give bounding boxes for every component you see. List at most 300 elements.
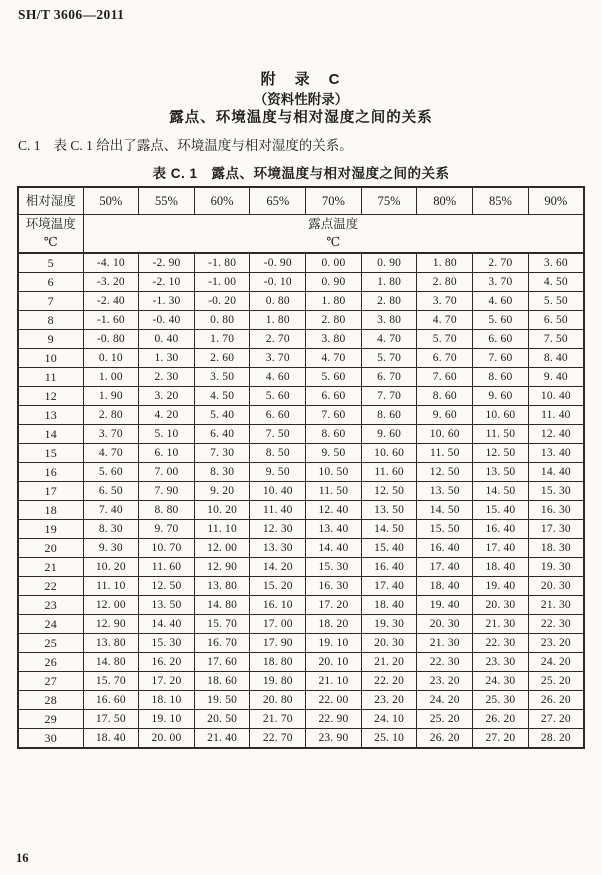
- ambient-temperature-cell: 20: [18, 539, 83, 558]
- dew-point-value-cell: 25. 20: [528, 672, 584, 691]
- dew-point-value-cell: 10. 70: [139, 539, 195, 558]
- dew-point-value-cell: 22. 00: [306, 691, 362, 710]
- dew-point-value-cell: 18. 10: [139, 691, 195, 710]
- dew-point-value-cell: 20. 30: [473, 596, 529, 615]
- dew-point-value-cell: 19. 50: [194, 691, 250, 710]
- dew-point-value-cell: 5. 40: [194, 406, 250, 425]
- span-header-row: [18, 215, 584, 254]
- table-caption: 表 C. 1 露点、环境温度与相对湿度之间的关系: [152, 166, 450, 181]
- table-row: [18, 406, 584, 425]
- dew-point-value-cell: -0. 90: [250, 253, 306, 273]
- dew-point-value-cell: 6. 70: [361, 368, 417, 387]
- dew-point-value-cell: 13. 50: [361, 501, 417, 520]
- ambient-temperature-cell: 18: [18, 501, 83, 520]
- dew-point-value-cell: 13. 40: [306, 520, 362, 539]
- dew-point-value-cell: 12. 40: [528, 425, 584, 444]
- dew-point-value-cell: 3. 20: [139, 387, 195, 406]
- dew-point-value-cell: 16. 60: [83, 691, 139, 710]
- dew-point-value-cell: 22. 30: [528, 615, 584, 634]
- dew-point-value-cell: 20. 80: [250, 691, 306, 710]
- dew-point-value-cell: 12. 50: [361, 482, 417, 501]
- appendix-subtitle: （资料性附录）: [253, 92, 349, 107]
- table-row: [18, 463, 584, 482]
- dew-point-value-cell: 15. 40: [473, 501, 529, 520]
- dew-point-value-cell: 12. 90: [194, 558, 250, 577]
- dew-point-value-cell: 9. 40: [528, 368, 584, 387]
- dew-point-value-cell: 9. 20: [194, 482, 250, 501]
- ambient-temperature-cell: 27: [18, 672, 83, 691]
- dew-point-value-cell: 15. 30: [528, 482, 584, 501]
- dew-point-value-cell: 24. 10: [361, 710, 417, 729]
- clause-text: 表 C. 1 给出了露点、环境温度与相对湿度的关系。: [53, 138, 353, 153]
- dew-point-value-cell: 4. 70: [361, 330, 417, 349]
- dew-point-value-cell: 19. 10: [139, 710, 195, 729]
- dew-point-value-cell: 17. 20: [139, 672, 195, 691]
- dew-point-value-cell: 8. 60: [417, 387, 473, 406]
- ambient-temperature-cell: 6: [18, 273, 83, 292]
- dew-point-value-cell: 2. 80: [306, 311, 362, 330]
- ambient-temperature-cell: 26: [18, 653, 83, 672]
- ambient-temperature-cell: 9: [18, 330, 83, 349]
- dew-point-value-cell: 16. 40: [417, 539, 473, 558]
- dew-point-value-cell: 20. 50: [194, 710, 250, 729]
- dew-point-value-cell: 7. 90: [139, 482, 195, 501]
- dew-point-value-cell: 17. 30: [528, 520, 584, 539]
- dew-point-value-cell: 27. 20: [528, 710, 584, 729]
- dew-point-value-cell: 3. 80: [361, 311, 417, 330]
- dew-point-value-cell: 7. 50: [250, 425, 306, 444]
- dew-point-value-cell: 9. 60: [361, 425, 417, 444]
- dew-point-value-cell: 15. 50: [417, 520, 473, 539]
- dew-point-value-cell: 17. 90: [250, 634, 306, 653]
- dew-point-value-cell: -2. 90: [139, 253, 195, 273]
- dew-point-value-cell: 14. 80: [194, 596, 250, 615]
- dew-point-value-cell: 3. 70: [250, 349, 306, 368]
- dew-point-value-cell: 5. 60: [250, 387, 306, 406]
- dew-point-value-cell: 11. 50: [417, 444, 473, 463]
- page-number: 16: [16, 851, 29, 865]
- dew-point-value-cell: 12. 90: [83, 615, 139, 634]
- dew-point-value-cell: 4. 70: [417, 311, 473, 330]
- dew-point-value-cell: 5. 60: [306, 368, 362, 387]
- dew-point-value-cell: 10. 60: [417, 425, 473, 444]
- ambient-temperature-cell: 30: [18, 729, 83, 749]
- dew-point-value-cell: 7. 30: [194, 444, 250, 463]
- dew-point-value-cell: 14. 50: [361, 520, 417, 539]
- table-row: [18, 596, 584, 615]
- dew-point-value-cell: 10. 40: [528, 387, 584, 406]
- dew-point-value-cell: 16. 30: [528, 501, 584, 520]
- dew-point-value-cell: 0. 80: [194, 311, 250, 330]
- dew-point-value-cell: 10. 60: [361, 444, 417, 463]
- dew-point-value-cell: 18. 40: [473, 558, 529, 577]
- dew-point-value-cell: 19. 40: [417, 596, 473, 615]
- dew-point-value-cell: 3. 60: [528, 253, 584, 273]
- dew-point-value-cell: 6. 10: [139, 444, 195, 463]
- dew-point-value-cell: 23. 30: [473, 653, 529, 672]
- dew-point-value-cell: 16. 40: [361, 558, 417, 577]
- dew-point-value-cell: 13. 80: [194, 577, 250, 596]
- span-header-line1: 露点温度: [308, 217, 359, 231]
- dew-point-value-cell: 4. 50: [528, 273, 584, 292]
- dew-point-value-cell: 13. 80: [83, 634, 139, 653]
- dew-point-value-cell: 5. 70: [361, 349, 417, 368]
- ambient-temperature-cell: 23: [18, 596, 83, 615]
- dew-point-value-cell: 2. 80: [83, 406, 139, 425]
- dew-point-value-cell: 12. 00: [194, 539, 250, 558]
- dew-point-value-cell: -1. 60: [83, 311, 139, 330]
- dew-point-value-cell: 20. 10: [306, 653, 362, 672]
- table-row: [18, 349, 584, 368]
- dew-point-value-cell: 21. 70: [250, 710, 306, 729]
- dew-point-value-cell: 17. 40: [473, 539, 529, 558]
- dew-point-value-cell: 4. 70: [83, 444, 139, 463]
- dew-point-value-cell: 7. 00: [139, 463, 195, 482]
- dew-point-value-cell: 13. 50: [139, 596, 195, 615]
- dew-point-value-cell: 26. 20: [528, 691, 584, 710]
- dew-point-value-cell: 18. 60: [194, 672, 250, 691]
- dew-point-value-cell: 17. 00: [250, 615, 306, 634]
- table-row: [18, 558, 584, 577]
- dew-point-value-cell: 3. 70: [417, 292, 473, 311]
- dew-point-value-cell: 2. 70: [473, 253, 529, 273]
- dew-point-value-cell: 15. 40: [361, 539, 417, 558]
- dew-point-value-cell: 21. 30: [417, 634, 473, 653]
- dew-point-value-cell: 10. 20: [194, 501, 250, 520]
- humidity-header: 65%: [250, 187, 306, 215]
- dew-point-value-cell: 14. 40: [306, 539, 362, 558]
- dew-point-value-cell: 12. 40: [306, 501, 362, 520]
- dew-point-value-cell: 1. 80: [250, 311, 306, 330]
- table-row: [18, 653, 584, 672]
- table-row: [18, 273, 584, 292]
- dew-point-value-cell: 10. 40: [250, 482, 306, 501]
- dew-point-value-cell: 21. 20: [361, 653, 417, 672]
- dew-point-value-cell: 0. 00: [306, 253, 362, 273]
- dew-point-value-cell: 16. 20: [139, 653, 195, 672]
- dew-point-value-cell: 14. 40: [139, 615, 195, 634]
- table-row: [18, 691, 584, 710]
- appendix-heading: 露点、环境温度与相对湿度之间的关系: [169, 110, 433, 126]
- dew-point-value-cell: 12. 30: [250, 520, 306, 539]
- dew-point-value-cell: 24. 20: [528, 653, 584, 672]
- dew-point-value-cell: 16. 70: [194, 634, 250, 653]
- dew-point-value-cell: 17. 60: [194, 653, 250, 672]
- dew-point-value-cell: 18. 40: [361, 596, 417, 615]
- dew-point-value-cell: 6. 50: [83, 482, 139, 501]
- dew-point-value-cell: 11. 60: [139, 558, 195, 577]
- dew-point-value-cell: -0. 10: [250, 273, 306, 292]
- dew-point-value-cell: 1. 80: [417, 253, 473, 273]
- dew-point-value-cell: 9. 60: [473, 387, 529, 406]
- dew-point-value-cell: 25. 20: [417, 710, 473, 729]
- dew-point-value-cell: 19. 40: [473, 577, 529, 596]
- ambient-temperature-cell: 5: [18, 253, 83, 273]
- dew-point-value-cell: 0. 80: [250, 292, 306, 311]
- table-row: [18, 634, 584, 653]
- dew-point-value-cell: 7. 50: [528, 330, 584, 349]
- dew-point-value-cell: -1. 00: [194, 273, 250, 292]
- ambient-temperature-cell: 24: [18, 615, 83, 634]
- dew-point-value-cell: 23. 90: [306, 729, 362, 749]
- dew-point-value-cell: -2. 10: [139, 273, 195, 292]
- dew-point-value-cell: 0. 90: [361, 253, 417, 273]
- dew-point-value-cell: 8. 40: [528, 349, 584, 368]
- table-row: [18, 672, 584, 691]
- dew-point-value-cell: 1. 80: [306, 292, 362, 311]
- ambient-temperature-cell: 14: [18, 425, 83, 444]
- dew-point-value-cell: 12. 50: [417, 463, 473, 482]
- appendix-title: 附 录 C: [260, 71, 342, 88]
- dew-point-value-cell: 10. 60: [473, 406, 529, 425]
- dew-point-value-cell: -0. 40: [139, 311, 195, 330]
- dew-point-value-cell: 26. 20: [473, 710, 529, 729]
- dew-point-value-cell: 15. 70: [194, 615, 250, 634]
- ambient-temperature-cell: 7: [18, 292, 83, 311]
- dew-point-value-cell: 6. 60: [306, 387, 362, 406]
- dew-point-value-cell: 27. 20: [473, 729, 529, 749]
- row-header-line1: 环境温度: [25, 217, 76, 231]
- dew-point-value-cell: 8. 50: [250, 444, 306, 463]
- dew-point-value-cell: 15. 30: [306, 558, 362, 577]
- dew-point-value-cell: 3. 80: [306, 330, 362, 349]
- dew-point-value-cell: 25. 30: [473, 691, 529, 710]
- dew-point-value-cell: 9. 50: [250, 463, 306, 482]
- dew-point-value-cell: 1. 00: [83, 368, 139, 387]
- dew-point-value-cell: 18. 40: [417, 577, 473, 596]
- dew-point-value-cell: 6. 50: [528, 311, 584, 330]
- ambient-temperature-cell: 11: [18, 368, 83, 387]
- dew-point-value-cell: 2. 80: [417, 273, 473, 292]
- dew-point-value-cell: 20. 30: [361, 634, 417, 653]
- dew-point-value-cell: 22. 30: [473, 634, 529, 653]
- dew-point-value-cell: 18. 30: [528, 539, 584, 558]
- dew-point-value-cell: 3. 50: [194, 368, 250, 387]
- dew-point-value-cell: 8. 60: [306, 425, 362, 444]
- dew-point-value-cell: 5. 60: [473, 311, 529, 330]
- table-body: [18, 253, 584, 748]
- dew-point-value-cell: 24. 30: [473, 672, 529, 691]
- dew-point-value-cell: 12. 50: [139, 577, 195, 596]
- ambient-temperature-cell: 29: [18, 710, 83, 729]
- dew-point-value-cell: 9. 50: [306, 444, 362, 463]
- table-row: [18, 387, 584, 406]
- dew-point-table: [17, 186, 585, 749]
- ambient-temperature-cell: 25: [18, 634, 83, 653]
- dew-point-value-cell: 7. 40: [83, 501, 139, 520]
- corner-header-relative-humidity: 相对湿度: [18, 187, 83, 215]
- dew-point-value-cell: 14. 40: [528, 463, 584, 482]
- dew-point-value-cell: 16. 10: [250, 596, 306, 615]
- span-header-dew-point-temperature: [83, 215, 584, 254]
- dew-point-value-cell: 20. 00: [139, 729, 195, 749]
- dew-point-value-cell: 28. 20: [528, 729, 584, 749]
- dew-point-value-cell: 8. 30: [194, 463, 250, 482]
- dew-point-value-cell: 18. 20: [306, 615, 362, 634]
- ambient-temperature-cell: 15: [18, 444, 83, 463]
- dew-point-value-cell: 9. 60: [417, 406, 473, 425]
- humidity-header: 90%: [528, 187, 584, 215]
- table-row: [18, 539, 584, 558]
- dew-point-value-cell: 0. 90: [306, 273, 362, 292]
- dew-point-value-cell: 5. 60: [83, 463, 139, 482]
- dew-point-value-cell: 4. 20: [139, 406, 195, 425]
- dew-point-value-cell: 11. 60: [361, 463, 417, 482]
- dew-point-value-cell: 11. 10: [83, 577, 139, 596]
- table-row: [18, 729, 584, 749]
- humidity-header: 80%: [417, 187, 473, 215]
- ambient-temperature-cell: 16: [18, 463, 83, 482]
- table-row: [18, 520, 584, 539]
- dew-point-value-cell: 22. 90: [306, 710, 362, 729]
- dew-point-value-cell: 7. 70: [361, 387, 417, 406]
- dew-point-value-cell: 4. 60: [473, 292, 529, 311]
- dew-point-value-cell: 5. 10: [139, 425, 195, 444]
- dew-point-value-cell: -4. 10: [83, 253, 139, 273]
- ambient-temperature-cell: 21: [18, 558, 83, 577]
- dew-point-value-cell: 18. 40: [83, 729, 139, 749]
- dew-point-value-cell: 14. 20: [250, 558, 306, 577]
- ambient-temperature-cell: 12: [18, 387, 83, 406]
- dew-point-value-cell: 21. 30: [528, 596, 584, 615]
- dew-point-value-cell: -3. 20: [83, 273, 139, 292]
- row-header-unit: ℃: [43, 234, 58, 249]
- humidity-header: 85%: [473, 187, 529, 215]
- table-row: [18, 330, 584, 349]
- dew-point-value-cell: 19. 80: [250, 672, 306, 691]
- dew-point-value-cell: 2. 60: [194, 349, 250, 368]
- dew-point-value-cell: 22. 30: [417, 653, 473, 672]
- table-row: [18, 615, 584, 634]
- dew-point-value-cell: -1. 80: [194, 253, 250, 273]
- humidity-header-row: [18, 187, 584, 215]
- dew-point-value-cell: 2. 30: [139, 368, 195, 387]
- dew-point-value-cell: 18. 80: [250, 653, 306, 672]
- dew-point-value-cell: 16. 40: [473, 520, 529, 539]
- dew-point-value-cell: 24. 20: [417, 691, 473, 710]
- dew-point-value-cell: 21. 10: [306, 672, 362, 691]
- dew-point-value-cell: 11. 50: [473, 425, 529, 444]
- dew-point-value-cell: 7. 60: [306, 406, 362, 425]
- table-row: [18, 501, 584, 520]
- dew-point-value-cell: 15. 20: [250, 577, 306, 596]
- span-header-unit: ℃: [326, 234, 341, 249]
- table-row: [18, 577, 584, 596]
- clause-c1: [18, 134, 584, 154]
- dew-point-value-cell: 21. 40: [194, 729, 250, 749]
- dew-point-value-cell: 4. 60: [250, 368, 306, 387]
- table-row: [18, 292, 584, 311]
- dew-point-value-cell: 11. 10: [194, 520, 250, 539]
- dew-point-value-cell: 1. 30: [139, 349, 195, 368]
- dew-point-value-cell: 3. 70: [473, 273, 529, 292]
- dew-point-value-cell: 3. 70: [83, 425, 139, 444]
- dew-point-value-cell: 22. 70: [250, 729, 306, 749]
- dew-point-value-cell: 5. 50: [528, 292, 584, 311]
- row-header-ambient-temperature: [18, 215, 83, 254]
- dew-point-value-cell: -0. 20: [194, 292, 250, 311]
- dew-point-value-cell: 11. 50: [306, 482, 362, 501]
- dew-point-value-cell: 13. 50: [473, 463, 529, 482]
- humidity-header: 70%: [306, 187, 362, 215]
- dew-point-value-cell: 1. 80: [361, 273, 417, 292]
- dew-point-value-cell: 8. 60: [361, 406, 417, 425]
- clause-number: C. 1: [18, 138, 41, 153]
- dew-point-value-cell: 9. 70: [139, 520, 195, 539]
- table-row: [18, 425, 584, 444]
- dew-point-value-cell: 5. 70: [417, 330, 473, 349]
- dew-point-value-cell: 19. 10: [306, 634, 362, 653]
- ambient-temperature-cell: 22: [18, 577, 83, 596]
- dew-point-value-cell: 13. 40: [528, 444, 584, 463]
- dew-point-value-cell: 12. 50: [473, 444, 529, 463]
- dew-point-value-cell: 7. 60: [417, 368, 473, 387]
- dew-point-value-cell: 13. 50: [417, 482, 473, 501]
- dew-point-value-cell: 21. 30: [473, 615, 529, 634]
- dew-point-value-cell: 14. 50: [473, 482, 529, 501]
- dew-point-value-cell: 6. 70: [417, 349, 473, 368]
- dew-point-value-cell: 16. 30: [306, 577, 362, 596]
- dew-point-value-cell: 8. 30: [83, 520, 139, 539]
- dew-point-value-cell: 0. 40: [139, 330, 195, 349]
- dew-point-value-cell: 7. 60: [473, 349, 529, 368]
- dew-point-value-cell: 20. 30: [528, 577, 584, 596]
- dew-point-value-cell: 8. 60: [473, 368, 529, 387]
- dew-point-value-cell: 8. 80: [139, 501, 195, 520]
- dew-point-value-cell: 10. 20: [83, 558, 139, 577]
- humidity-header: 55%: [139, 187, 195, 215]
- dew-point-value-cell: 2. 80: [361, 292, 417, 311]
- standard-number: SH/T 3606—2011: [18, 7, 125, 22]
- dew-point-value-cell: 20. 30: [417, 615, 473, 634]
- dew-point-value-cell: 10. 50: [306, 463, 362, 482]
- dew-point-value-cell: 17. 20: [306, 596, 362, 615]
- dew-point-value-cell: 26. 20: [417, 729, 473, 749]
- dew-point-value-cell: 19. 30: [361, 615, 417, 634]
- humidity-header: 50%: [83, 187, 139, 215]
- dew-point-value-cell: 4. 50: [194, 387, 250, 406]
- dew-point-value-cell: 1. 90: [83, 387, 139, 406]
- dew-point-value-cell: 0. 10: [83, 349, 139, 368]
- table-row: [18, 482, 584, 501]
- dew-point-value-cell: 12. 00: [83, 596, 139, 615]
- dew-point-value-cell: -0. 80: [83, 330, 139, 349]
- table-row: [18, 444, 584, 463]
- humidity-header: 60%: [194, 187, 250, 215]
- ambient-temperature-cell: 13: [18, 406, 83, 425]
- dew-point-value-cell: 6. 60: [473, 330, 529, 349]
- dew-point-value-cell: 22. 20: [361, 672, 417, 691]
- table-row: [18, 253, 584, 273]
- table-row: [18, 710, 584, 729]
- dew-point-value-cell: 25. 10: [361, 729, 417, 749]
- dew-point-value-cell: 15. 70: [83, 672, 139, 691]
- dew-point-value-cell: 23. 20: [417, 672, 473, 691]
- ambient-temperature-cell: 10: [18, 349, 83, 368]
- dew-point-value-cell: 2. 70: [250, 330, 306, 349]
- dew-point-value-cell: 1. 70: [194, 330, 250, 349]
- dew-point-value-cell: 17. 40: [417, 558, 473, 577]
- dew-point-value-cell: 19. 30: [528, 558, 584, 577]
- table-row: [18, 368, 584, 387]
- ambient-temperature-cell: 17: [18, 482, 83, 501]
- dew-point-value-cell: 6. 60: [250, 406, 306, 425]
- dew-point-value-cell: 15. 30: [139, 634, 195, 653]
- ambient-temperature-cell: 28: [18, 691, 83, 710]
- humidity-header: 75%: [361, 187, 417, 215]
- dew-point-value-cell: 11. 40: [250, 501, 306, 520]
- table-row: [18, 311, 584, 330]
